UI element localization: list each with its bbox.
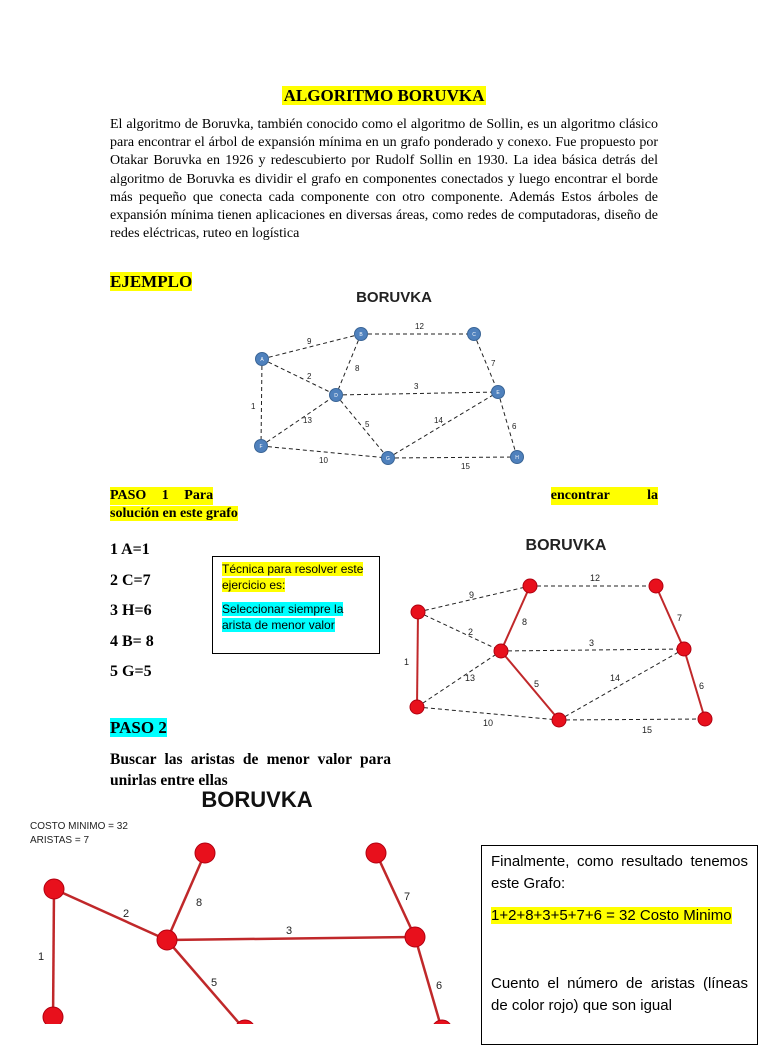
edge-d-e xyxy=(167,937,415,940)
edge-g-h xyxy=(559,719,705,720)
tecnica-line1: Técnica para resolver este ejercicio es: xyxy=(222,562,364,592)
weight-label: 2 xyxy=(307,372,312,381)
node-label: D xyxy=(334,393,338,399)
edge-a-d xyxy=(54,889,167,940)
node-label: A xyxy=(260,357,264,363)
tecnica-box xyxy=(212,556,380,654)
node-label: F xyxy=(259,444,263,450)
example-graph-title: BORUVKA xyxy=(356,289,432,306)
paso1-line2: solución en este grafo xyxy=(110,506,238,521)
weight-label: 1 xyxy=(38,951,45,963)
weight-label: 1 xyxy=(251,402,256,411)
node-e xyxy=(677,642,691,656)
node-label: G xyxy=(386,456,390,462)
weight-label: 8 xyxy=(355,364,360,373)
node-label: C xyxy=(472,332,476,338)
step-item: 4 B= 8 xyxy=(110,632,154,650)
paso1-line1-right: encontrar la xyxy=(550,488,658,503)
weight-label: 13 xyxy=(465,673,476,683)
weight-label: 1 xyxy=(404,657,410,667)
weight-label: 2 xyxy=(468,627,474,637)
weight-label: 15 xyxy=(461,462,470,471)
tecnica-line2: Seleccionar siempre la arista de menor valor xyxy=(222,602,344,632)
weight-label: 6 xyxy=(512,422,517,431)
weight-label: 3 xyxy=(286,925,293,937)
weight-label: 10 xyxy=(319,456,328,465)
node-b xyxy=(523,579,537,593)
weight-label: 7 xyxy=(677,613,683,623)
weight-label: 8 xyxy=(522,617,528,627)
weight-label: 6 xyxy=(699,681,705,691)
weight-label: 5 xyxy=(534,679,540,689)
weight-label: 14 xyxy=(610,673,621,683)
ejemplo-heading: EJEMPLO xyxy=(110,272,193,291)
weight-label: 3 xyxy=(589,638,595,648)
node-b xyxy=(195,843,215,863)
edge-d-g xyxy=(167,940,245,1024)
step1-graph xyxy=(398,530,723,740)
final-line1: Finalmente, como resultado tenemos este Grafo: xyxy=(491,853,748,892)
node-d xyxy=(494,644,508,658)
node-c xyxy=(649,579,663,593)
weight-label: 10 xyxy=(483,718,494,728)
paso1-line1-left: PASO 1 Para xyxy=(110,488,214,503)
weight-label: 15 xyxy=(642,725,653,735)
final-result-box xyxy=(481,845,758,1045)
edge-a-f xyxy=(261,359,262,446)
node-c xyxy=(366,843,386,863)
weight-label: 12 xyxy=(590,573,601,583)
node-label: H xyxy=(515,455,519,461)
node-g xyxy=(552,713,566,727)
edge-a-d xyxy=(262,359,336,395)
weight-label: 13 xyxy=(303,416,312,425)
weight-label: 5 xyxy=(365,420,370,429)
edge-a-d xyxy=(418,612,501,651)
node-a xyxy=(44,879,64,899)
result-graph xyxy=(0,780,475,1024)
weight-label: 14 xyxy=(434,416,443,425)
weight-label: 12 xyxy=(415,322,424,331)
paso2-heading: PASO 2 xyxy=(110,718,167,737)
step1-graph-title: BORUVKA xyxy=(525,537,607,554)
node-h xyxy=(698,712,712,726)
step-item: 1 A=1 xyxy=(110,541,150,558)
weight-label: 7 xyxy=(491,359,496,368)
node-a xyxy=(411,605,425,619)
result-graph-title: BORUVKA xyxy=(201,787,313,812)
paso2-text: Buscar las aristas de menor valor para unirlas entre ellas xyxy=(110,751,391,789)
edge-d-g-selected xyxy=(501,651,559,720)
step-item: 3 H=6 xyxy=(110,602,152,619)
node-label: B xyxy=(359,332,363,338)
edge-d-g xyxy=(336,395,388,458)
document-title: ALGORITMO BORUVKA xyxy=(283,86,485,105)
edge-g-e xyxy=(388,392,498,458)
final-sum: 1+2+8+3+5+7+6 = 32 Costo Minimo xyxy=(491,907,732,924)
node-f xyxy=(410,700,424,714)
steps-list xyxy=(110,535,154,688)
step-item: 2 C=7 xyxy=(110,571,151,589)
weight-label: 6 xyxy=(436,980,443,992)
edge-f-d xyxy=(417,651,501,707)
weight-label: 8 xyxy=(196,897,203,909)
paso1-text xyxy=(110,487,658,523)
edge-a-b xyxy=(262,334,361,359)
node-h xyxy=(432,1020,452,1024)
final-line3: Cuento el número de aristas (líneas de color rojo) que son igual xyxy=(491,975,748,1014)
aristas-label: ARISTAS = 7 xyxy=(30,835,90,846)
edge-g-e xyxy=(559,649,684,720)
edge-f-d xyxy=(261,395,336,446)
edge-g-h xyxy=(388,457,517,458)
edge-a-f xyxy=(53,889,54,1024)
edge-a-f-selected xyxy=(417,612,418,707)
weight-label: 3 xyxy=(414,382,419,391)
edge-d-e xyxy=(336,392,498,395)
weight-label: 9 xyxy=(307,337,312,346)
node-e xyxy=(405,927,425,947)
example-graph xyxy=(245,282,535,472)
weight-label: 7 xyxy=(404,891,411,903)
weight-label: 5 xyxy=(211,977,218,989)
intro-paragraph: El algoritmo de Boruvka, también conocido como el algoritmo de Sollin, es un algoritmo clásico para encontrar el árbol de expansión mínima en un grafo ponderado y conexo. Fue propuesto por Otakar Boruvka en 1926 y redescubierto por Rudolf Sollin en 1930. La idea básica detrás del algoritmo de Boruvka es dividir el grafo en componentes conectados y luego encontrar el borde más pequeño que conecta cada componente con otro componente. Además Estos árboles de expansión mínima tienen aplicaciones en diversas áreas, como redes de computadoras, diseño de redes eléctricas, ruteo en logística xyxy=(110,117,658,242)
node-label: E xyxy=(496,390,500,396)
costo-minimo-label: COSTO MINIMO = 32 xyxy=(30,821,128,832)
weight-label: 9 xyxy=(469,590,475,600)
weight-label: 2 xyxy=(123,908,130,920)
edge-d-e xyxy=(501,649,684,651)
node-d xyxy=(157,930,177,950)
node-f xyxy=(43,1007,63,1024)
step-item: 5 G=5 xyxy=(110,663,152,680)
